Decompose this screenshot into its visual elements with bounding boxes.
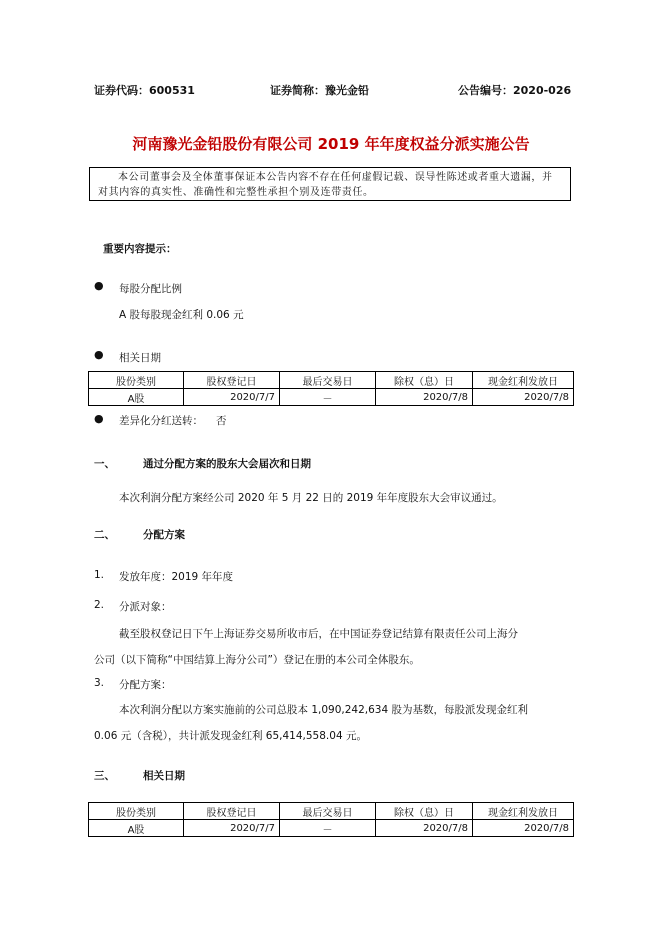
section-title: 相关日期 (143, 770, 185, 782)
bullet-icon: ● (94, 412, 104, 425)
bullet-icon: ● (94, 279, 104, 292)
section-body: 本次利润分配方案经公司 2020 年 5 月 22 日的 2019 年年度股东大会审议通过。 (119, 492, 503, 504)
table-header-cell: 现金红利发放日 (473, 803, 574, 820)
notice-number: 公告编号：2020-026 (458, 84, 572, 97)
dates-table-2 (88, 802, 574, 837)
table-header-cell: 最后交易日 (280, 803, 376, 820)
diff-value: 否 (216, 415, 227, 427)
list-item-number: 3. (94, 677, 105, 689)
table-header-cell: 除权（息）日 (376, 372, 473, 389)
list-item: 分配方案： (119, 679, 172, 691)
table-cell: － (280, 820, 376, 837)
table-cell: 2020/7/8 (376, 820, 473, 837)
table-header-cell: 股份类别 (89, 372, 184, 389)
table-cell: A股 (89, 389, 184, 406)
paragraph-line: 截至股权登记日下午上海证券交易所收市后，在中国证券登记结算有限责任公司上海分 (119, 628, 518, 640)
table-header-cell: 最后交易日 (280, 372, 376, 389)
stock-name: 证券简称：豫光金铅 (270, 84, 369, 97)
paragraph-line: 本次利润分配以方案实施前的公司总股本 1,090,242,634 股为基数，每股派发现金红利 (119, 704, 528, 716)
bullet-icon: ● (94, 348, 104, 361)
stock-code: 证券代码：600531 (94, 84, 195, 97)
section-number: 一、 (94, 458, 115, 470)
important-heading: 重要内容提示： (103, 243, 177, 255)
list-item: 发放年度：2019 年年度 (119, 571, 234, 583)
table-cell: － (280, 389, 376, 406)
table-cell: 2020/7/8 (473, 389, 574, 406)
table-header-row (89, 803, 574, 820)
dates-table (88, 371, 574, 406)
list-item: 分派对象： (119, 601, 172, 613)
table-header-cell: 除权（息）日 (376, 803, 473, 820)
diff-label: 差异化分红送转： (119, 415, 203, 427)
page-title: 河南豫光金铅股份有限公司 2019 年年度权益分派实施公告 (132, 135, 530, 153)
paragraph-line: 0.06 元（含税），共计派发现金红利 65,414,558.04 元。 (94, 730, 367, 742)
dates-label: 相关日期 (119, 352, 161, 364)
section-title: 通过分配方案的股东大会届次和日期 (143, 458, 311, 470)
table-header-row (89, 372, 574, 389)
section-title: 分配方案 (143, 529, 185, 541)
table-row (89, 389, 574, 406)
table-cell: 2020/7/8 (473, 820, 574, 837)
disclaimer-box: 本公司董事会及全体董事保证本公告内容不存在任何虚假记载、误导性陈述或者重大遗漏，并对其内容的真实性、准确性和完整性承担个别及连带责任。 (89, 167, 571, 201)
table-header-cell: 股权登记日 (184, 372, 280, 389)
table-cell: A股 (89, 820, 184, 837)
table-row (89, 820, 574, 837)
per-share-value: A 股每股现金红利 0.06 元 (119, 309, 244, 321)
table-cell: 2020/7/7 (184, 820, 280, 837)
list-item-number: 2. (94, 599, 105, 611)
table-header-cell: 股份类别 (89, 803, 184, 820)
table-header-cell: 现金红利发放日 (473, 372, 574, 389)
section-number: 二、 (94, 529, 115, 541)
paragraph-line: 公司（以下简称“中国结算上海分公司”）登记在册的本公司全体股东。 (94, 654, 420, 666)
per-share-label: 每股分配比例 (119, 283, 182, 295)
section-number: 三、 (94, 770, 115, 782)
list-item-number: 1. (94, 569, 105, 581)
table-header-cell: 股权登记日 (184, 803, 280, 820)
table-cell: 2020/7/7 (184, 389, 280, 406)
table-cell: 2020/7/8 (376, 389, 473, 406)
